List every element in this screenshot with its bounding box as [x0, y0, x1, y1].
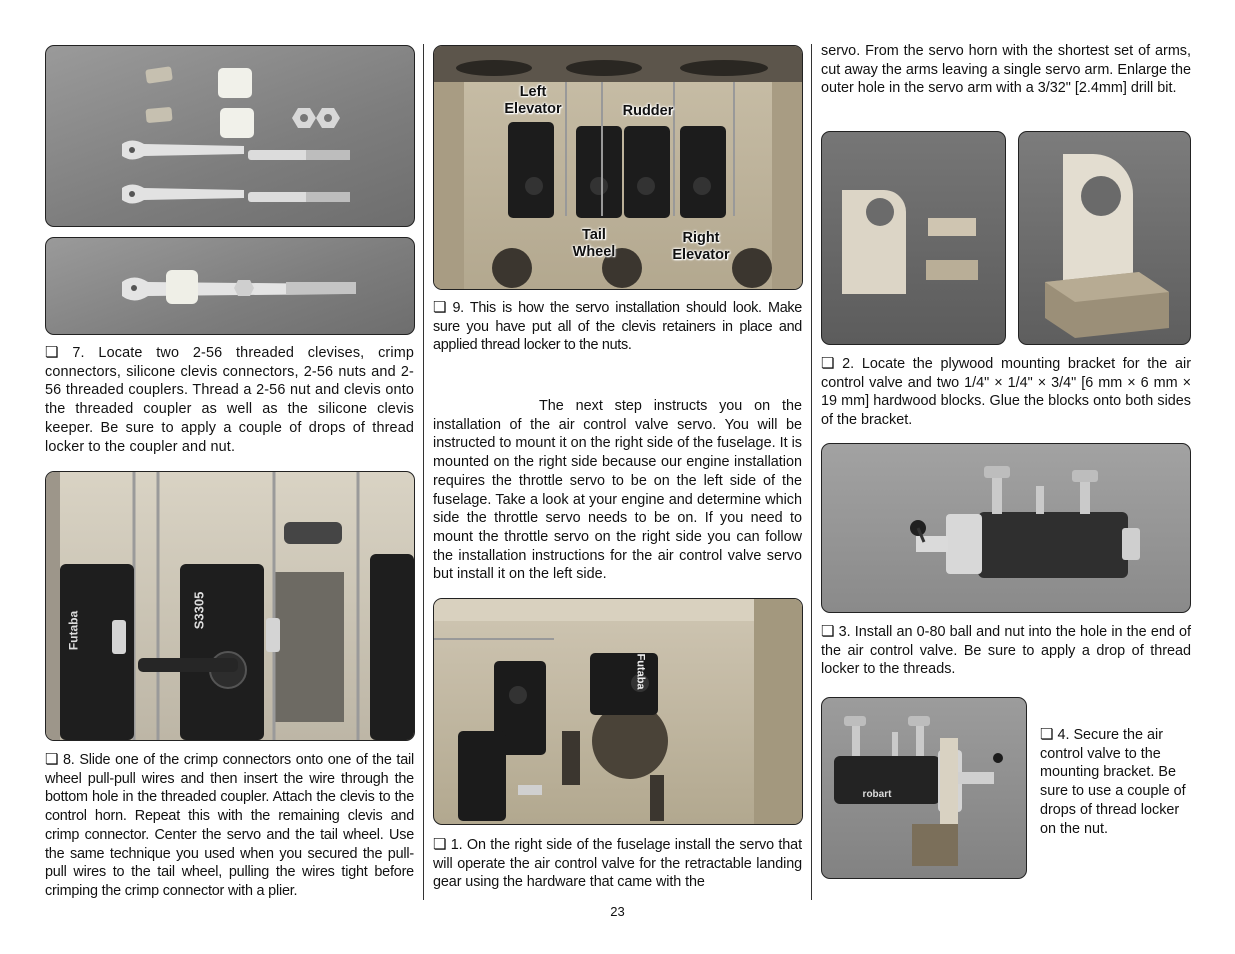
step-1-continued-text: servo. From the servo horn with the shortest set of arms, cut away the arms leaving a single servo arm. Enlarge the outer hole in the servo arm with a 3/32" [2.4mm] drill bit. — [821, 43, 1191, 97]
label-rudder: Rudder — [622, 103, 674, 119]
photo-assembled-clevis — [45, 237, 415, 335]
photo-bracket-parts — [821, 131, 1006, 345]
intro-text: The next step instructs you on the installation of the air control valve servo. You will be instructed to mount it on the right side of the fuselage. It is mounted on the right side because our engine installation requires the throttle servo to be on the left side of the fuselage. Take a look at your engine and determine which side the throttle servo needs to be on. If you need to mount the throttle servo on the right side you can follow the installation instructions for the air control valve servo but install it on the left side. — [433, 398, 802, 583]
servo-label-model: S3305 — [191, 591, 207, 630]
step-3-text: ❏ 3. Install an 0-80 ball and nut into the hole in the end of the air control valve. Be sure to apply a drop of thread locker to the threads. — [821, 623, 1191, 678]
step-7-text: ❏ 7. Locate two 2-56 threaded clevises, crimp connectors, silicone clevis connectors, 2-56 nuts and 2-56 threaded couplers. Thread a 2-56 nut and clevis onto the threaded coupler as well as the silicone clevis keeper. Be sure to apply a couple of drops of thread locker to the coupler and nut. — [45, 344, 415, 455]
photo-servo-installation — [433, 45, 803, 290]
step-8-checkbox[interactable]: ❏ — [45, 751, 59, 768]
photo-bracket-assembled — [1018, 131, 1191, 345]
step-2-text: ❏ 2. Locate the plywood mounting bracket for the air control valve and two 1/4" × 1/4" × 3/4" [6 mm × 6 mm × 19 mm] hardwood blocks. Glue the blocks onto both sides of the bracket. — [821, 355, 1192, 429]
step-1-checkbox[interactable]: ❏ — [433, 836, 447, 853]
label-left-elevator: Left Elevator — [504, 84, 562, 117]
air-servo-brand: Futaba — [634, 653, 647, 690]
column-divider-2 — [811, 44, 812, 900]
label-tail-wheel: Tail Wheel — [572, 227, 616, 260]
step-4-checkbox[interactable]: ❏ — [1040, 726, 1054, 743]
photo-valve-on-bracket — [821, 697, 1027, 879]
photo-air-valve-servo — [433, 598, 803, 825]
valve-brand-label: robart — [862, 789, 892, 800]
step-3-checkbox[interactable]: ❏ — [821, 623, 835, 640]
step-2-checkbox[interactable]: ❏ — [821, 355, 835, 372]
step-9-checkbox[interactable]: ❏ — [433, 299, 447, 316]
photo-clevis-parts — [45, 45, 415, 227]
column-divider-1 — [423, 44, 424, 900]
photo-air-control-valve — [821, 443, 1191, 613]
page-number: 23 — [610, 904, 625, 919]
photo-tail-wheel-servo — [45, 471, 415, 741]
servo-label-brand: Futaba — [66, 610, 81, 651]
step-8-text: ❏ 8. Slide one of the crimp connectors onto one of the tail wheel pull-pull wires and then insert the wire through the bottom hole in the threaded coupler. Attach the clevis to the control horn. Repeat this with the remaining clevis and crimp connector. Center the servo and the tail wheel. Use the same technique you used when you secured the pull-pull wires to the tail wheel, pulling the wires tight before crimping the crimp connector with a plier. — [45, 751, 414, 899]
step-4-text: ❏ 4. Secure the air control valve to the mounting bracket. Be sure to use a couple of drops of thread locker on the nut. — [1040, 726, 1186, 837]
step-7-checkbox[interactable]: ❏ — [45, 344, 59, 361]
step-9-text: ❏ 9. This is how the servo installation should look. Make sure you have put all of the clevis retainers in place and applied thread locker to the nuts. — [433, 299, 803, 354]
step-1-text: ❏ 1. On the right side of the fuselage install the servo that will operate the air control valve for the retractable landing gear using the hardware that came with the — [433, 836, 802, 891]
label-right-elevator: Right Elevator — [672, 230, 730, 263]
